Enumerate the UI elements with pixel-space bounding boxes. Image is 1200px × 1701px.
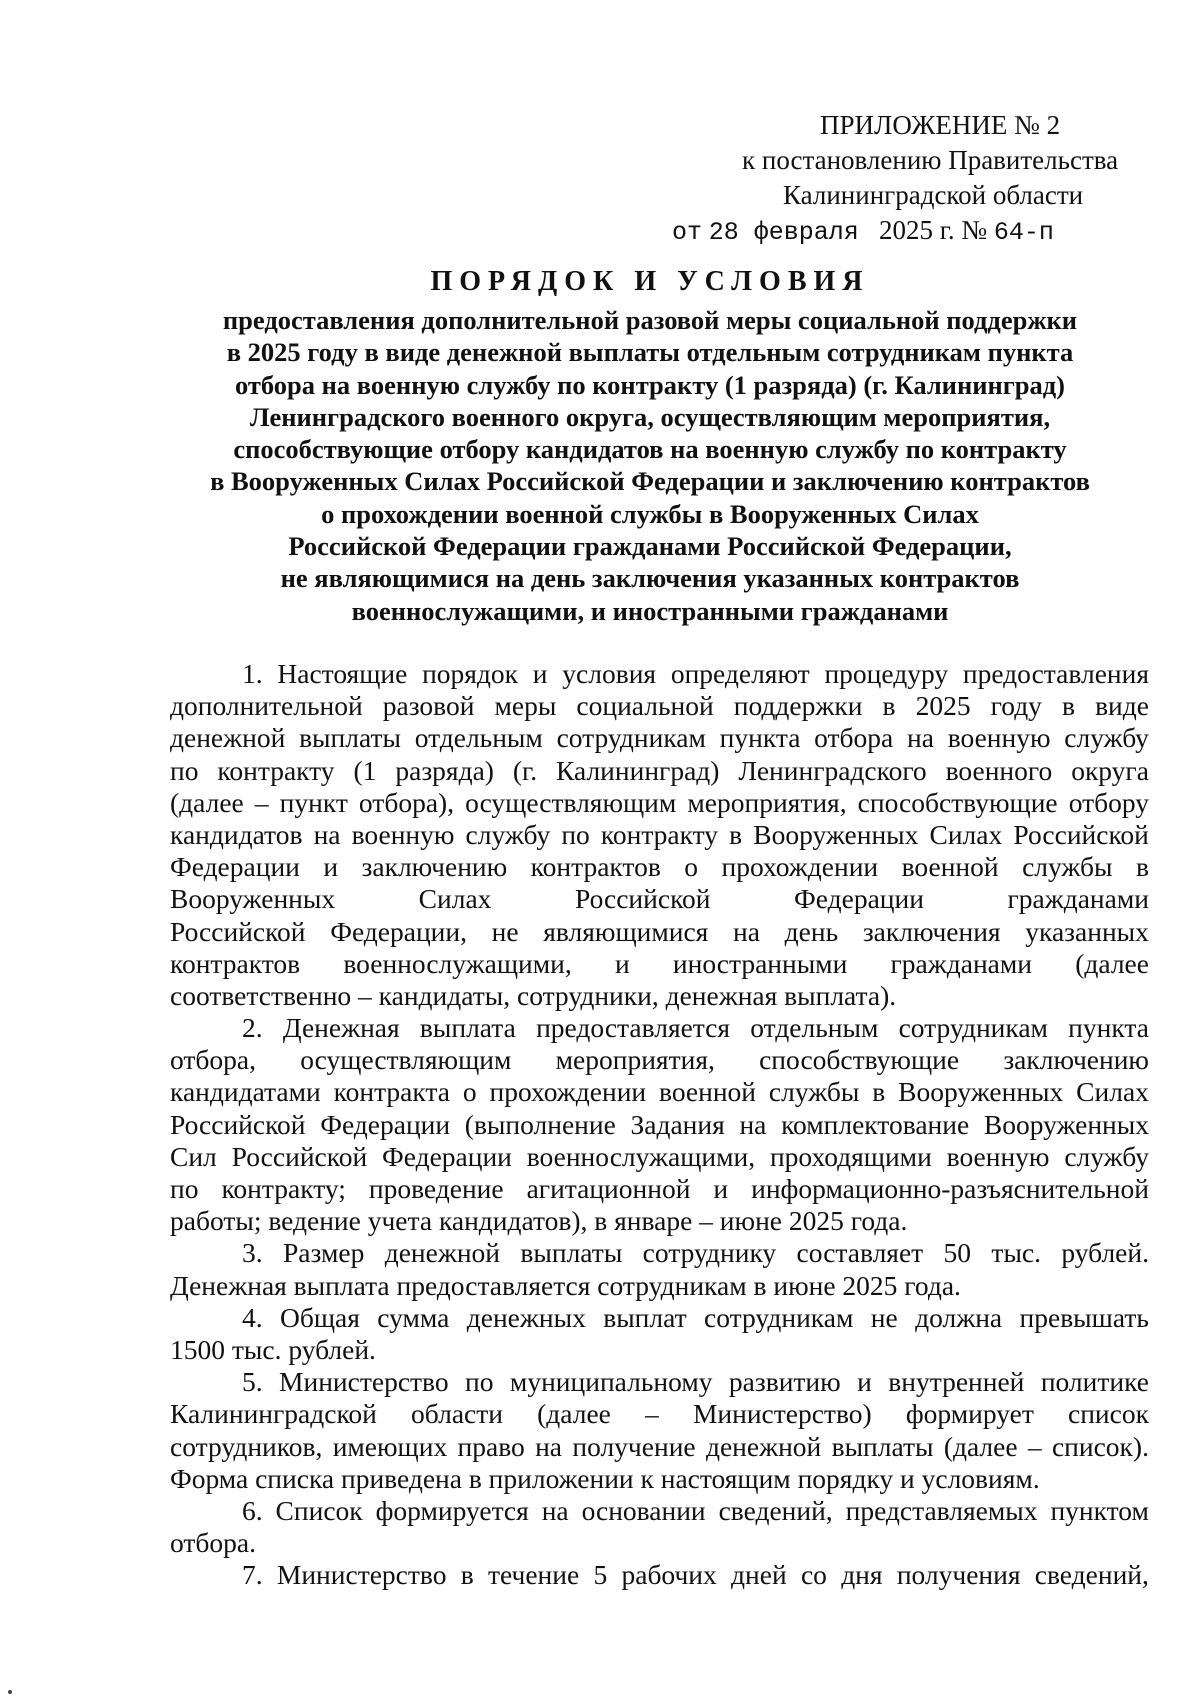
body-word: формирует <box>905 1398 1034 1430</box>
body-word: сотруднику <box>642 1237 777 1269</box>
body-word: выплаты <box>520 1237 623 1269</box>
body-word: в <box>1136 851 1149 883</box>
body-word: денежной <box>705 1430 822 1462</box>
body-word: (далее <box>1075 947 1149 979</box>
body-word: Размер <box>283 1237 365 1269</box>
body-word: порядок <box>422 658 519 689</box>
body-word: пункта <box>1068 1012 1149 1044</box>
body-word: Российской <box>574 883 711 915</box>
body-word: военную <box>947 722 1051 754</box>
body-word: со <box>800 1559 827 1591</box>
body-word: области <box>411 1398 503 1430</box>
body-line: 1500 тыс. рублей. <box>170 1333 376 1365</box>
body-word: муниципальному <box>509 1366 713 1398</box>
body-word: Денежная <box>282 1012 400 1044</box>
body-word: на <box>733 915 760 947</box>
body-word: (1 <box>353 754 377 786</box>
body-word: условия <box>562 658 657 689</box>
body-word: заключению <box>1003 1044 1149 1076</box>
appendix-number: ПРИЛОЖЕНИЕ № 2 <box>820 110 1061 140</box>
subtitle-line: военнослужащими, и иностранными гражданами <box>351 595 949 626</box>
body-word: Силах <box>929 818 1003 850</box>
body-word: отдельным <box>414 722 543 754</box>
body-line <box>170 1398 1149 1430</box>
body-line <box>170 722 1149 754</box>
body-word: Министерство) <box>692 1398 872 1430</box>
body-word: – <box>254 786 269 818</box>
body-word: 4. <box>242 1301 263 1333</box>
body-word: в <box>872 1076 886 1108</box>
body-line <box>170 658 1149 690</box>
body-word: военную <box>946 1140 1050 1172</box>
body-word: предоставляется <box>536 1012 731 1044</box>
body-word: контракту <box>600 818 719 850</box>
body-word: по <box>170 1173 199 1204</box>
body-word: Калининградской <box>170 1398 377 1430</box>
body-word: Министерство <box>279 1366 449 1398</box>
body-word: службу <box>465 818 551 850</box>
body-word: в <box>1062 690 1075 722</box>
body-word: контракту; <box>221 1173 346 1204</box>
body-word: представляемых <box>845 1494 1038 1526</box>
body-word: заключения <box>862 915 1001 947</box>
body-word: получение <box>572 1430 696 1462</box>
scan-speck <box>8 1690 12 1694</box>
body-word: Федерации <box>794 883 924 915</box>
body-line <box>170 1366 1149 1398</box>
body-word: должна <box>915 1301 1003 1333</box>
body-word: разряда) <box>395 754 494 786</box>
body-word: социальной <box>576 690 714 722</box>
body-line <box>170 883 1149 915</box>
body-word: и <box>713 1173 729 1204</box>
body-line <box>170 1495 1149 1527</box>
body-word: военной <box>659 1076 757 1108</box>
body-word: не <box>870 1301 898 1333</box>
body-word: контрактов <box>170 947 301 979</box>
body-word: Ленинградского <box>738 754 927 786</box>
body-word: – <box>1027 1430 1042 1462</box>
body-line <box>170 1012 1149 1044</box>
body-word: комплектование <box>781 1108 970 1140</box>
body-word: иностранными <box>672 947 848 979</box>
body-word: 7. <box>242 1559 263 1591</box>
body-word: Федерации <box>320 1108 451 1140</box>
body-word: кандидатов <box>170 818 303 850</box>
body-word: по <box>465 1366 494 1398</box>
body-word: в <box>882 690 896 722</box>
body-word: в <box>460 1559 474 1591</box>
body-word: мероприятия, <box>555 1044 715 1076</box>
body-word: (г. <box>512 754 538 786</box>
body-word: 6. <box>242 1494 263 1526</box>
body-word: отбора <box>814 722 894 754</box>
body-word: осуществляющим <box>300 1044 512 1076</box>
body-line <box>170 1173 1149 1205</box>
body-line: отбора. <box>170 1527 256 1559</box>
body-word: округа <box>1071 754 1149 786</box>
body-word: способствующие <box>759 1044 960 1076</box>
subtitle-line: отбора на военную службу по контракту (1 разряда) (г. Калининград) <box>234 369 1066 400</box>
body-word: отбору <box>1068 786 1149 818</box>
body-word: гражданами <box>890 947 1033 979</box>
body-word: являющимися <box>543 915 709 947</box>
body-word: Сил <box>170 1140 217 1172</box>
body-word: указанных <box>1025 915 1149 947</box>
body-word: определяют <box>670 658 810 689</box>
date-value: 28 февраля <box>708 218 859 247</box>
body-word: по <box>561 818 590 850</box>
body-word: дня <box>841 1559 883 1591</box>
body-word: службы <box>1022 851 1113 883</box>
body-word: Министерство <box>276 1559 447 1591</box>
body-word: на <box>541 1494 569 1526</box>
body-word: на <box>907 722 934 754</box>
body-word: информационно-разъяснительной <box>751 1173 1149 1204</box>
body-word: контракта <box>333 1076 450 1108</box>
resolution-number: 64-п <box>993 218 1054 247</box>
body-word: выплаты <box>299 722 401 754</box>
body-word: способствующие <box>857 786 1058 818</box>
body-word: дней <box>731 1559 787 1591</box>
body-word: контрактов <box>530 851 661 883</box>
body-word: (далее <box>943 1430 1018 1462</box>
body-word: 1. <box>242 658 263 689</box>
body-word: превышать <box>1019 1301 1149 1333</box>
body-word: меры <box>494 690 557 722</box>
body-word: военного <box>945 754 1053 786</box>
body-word: Федерации <box>170 851 300 883</box>
body-line <box>170 1237 1149 1269</box>
body-word: сумма <box>377 1301 450 1333</box>
body-word: (выполнение <box>464 1108 616 1140</box>
body-line <box>170 1141 1149 1173</box>
body-line: работы; ведение учета кандидатов), в январе – июне 2025 года. <box>170 1205 908 1237</box>
body-word: составляет <box>796 1237 924 1269</box>
body-word: право <box>457 1430 525 1462</box>
body-word: военной <box>901 851 999 883</box>
subtitle-line: предоставления дополнительной разовой меры социальной поддержки <box>222 305 1078 335</box>
body-word: пункта <box>719 722 801 754</box>
body-word: Настоящие <box>277 658 408 689</box>
body-word: основании <box>581 1494 706 1526</box>
body-word: сотрудников, <box>170 1430 323 1462</box>
body-line: соответственно – кандидаты, сотрудники, денежная выплата). <box>170 979 897 1011</box>
body-line <box>170 755 1149 787</box>
body-word: дополнительной <box>170 690 363 722</box>
body-word: (далее <box>170 786 244 818</box>
document-subtitle <box>150 304 1150 627</box>
body-word: виде <box>1095 690 1149 722</box>
document-body <box>170 658 1149 1591</box>
body-word: список <box>1068 1398 1149 1430</box>
body-word: политике <box>1040 1366 1149 1398</box>
body-word: 3. <box>242 1237 263 1269</box>
body-word: службу <box>1064 1140 1149 1172</box>
subtitle-line: в 2025 году в виде денежной выплаты отдельным сотрудникам пункта <box>226 337 1074 368</box>
appendix-date-line <box>660 213 1140 250</box>
body-word: агитационной <box>526 1173 691 1204</box>
body-word: денежной <box>384 1237 501 1269</box>
body-line <box>170 1109 1149 1141</box>
subtitle-line: в Вооруженных Силах Российской Федерации и заключению контрактов <box>210 466 1090 497</box>
body-line <box>170 1302 1149 1334</box>
body-word: на <box>313 818 341 850</box>
year-label: 2025 г. № <box>879 215 988 245</box>
body-word: Калининград) <box>556 754 720 786</box>
body-word: году <box>990 690 1042 722</box>
body-line <box>170 1431 1149 1463</box>
body-word: Общая <box>280 1301 360 1333</box>
body-word: и <box>857 1366 872 1398</box>
body-word: Федерации <box>382 1140 512 1172</box>
body-word: сотрудникам <box>704 1301 854 1333</box>
body-word: Федерации, <box>330 915 467 947</box>
body-word: не <box>491 915 519 947</box>
body-word: денежной <box>170 722 286 754</box>
body-word: получения <box>896 1559 1021 1591</box>
body-word: выплаты <box>831 1430 934 1462</box>
body-word: рублей. <box>1061 1237 1149 1269</box>
body-word: имеющих <box>332 1430 448 1462</box>
body-word: службу <box>1064 722 1149 754</box>
body-word: пунктом <box>1050 1494 1149 1526</box>
body-word: военнослужащими, <box>343 947 572 979</box>
body-word: Список <box>275 1494 363 1526</box>
appendix-reference: к постановлению Правительства <box>742 145 1119 175</box>
body-word: контракту <box>217 754 335 786</box>
body-line <box>170 851 1149 883</box>
body-word: 50 <box>943 1237 972 1269</box>
body-word: военную <box>351 818 455 850</box>
body-word: осуществляющим <box>465 786 677 818</box>
body-word: и <box>614 947 630 979</box>
body-line <box>170 916 1149 948</box>
body-word: кандидатами <box>170 1076 321 1108</box>
body-word: течение <box>487 1559 580 1591</box>
body-word: Силах <box>1076 1076 1149 1108</box>
body-word: Вооруженных <box>983 1108 1149 1140</box>
body-line <box>170 1044 1149 1076</box>
body-word: Вооруженных <box>898 1076 1064 1108</box>
body-word: прохождении <box>489 1076 647 1108</box>
body-word: поддержки <box>733 690 863 722</box>
body-word: Российской <box>170 915 306 947</box>
body-word: пункт <box>279 786 348 818</box>
body-word: службы <box>768 1076 860 1108</box>
body-line: Форма списка приведена в приложении к настоящим порядку и условиям. <box>170 1462 1040 1494</box>
body-word: выплат <box>603 1301 687 1333</box>
body-word: список). <box>1051 1430 1149 1462</box>
body-line: Денежная выплата предоставляется сотрудникам в июне 2025 года. <box>170 1269 961 1301</box>
body-word: тыс. <box>991 1237 1041 1269</box>
body-line <box>170 819 1149 851</box>
body-line <box>170 690 1149 722</box>
body-word: на <box>739 1108 767 1140</box>
body-line <box>170 1559 1149 1591</box>
body-word: 2. <box>242 1012 263 1044</box>
body-word: внутренней <box>888 1366 1025 1398</box>
document-title: ПОРЯДОК И УСЛОВИЯ <box>430 266 870 297</box>
body-word: по <box>170 754 199 786</box>
body-word: отдельным <box>750 1012 879 1044</box>
subtitle-line: Российской Федерации гражданами Российской Федерации, <box>288 531 1012 562</box>
body-word: и <box>323 851 339 883</box>
body-word: Вооруженных <box>170 883 336 915</box>
body-word: мероприятия, <box>687 786 847 818</box>
body-word: выплата <box>419 1012 516 1044</box>
date-prefix: от <box>672 218 703 247</box>
body-word: Российской <box>231 1140 368 1172</box>
body-word: Российской <box>1013 818 1149 850</box>
body-word: прохождении <box>721 851 879 883</box>
body-word: Задания <box>630 1108 725 1140</box>
body-word: сотрудникам <box>898 1012 1048 1044</box>
body-word: сведений, <box>718 1494 833 1526</box>
body-word: отбора, <box>170 1044 256 1076</box>
subtitle-line: о прохождении военной службы в Вооруженных Силах <box>321 498 979 529</box>
body-word: гражданами <box>1007 883 1149 915</box>
body-word: – <box>645 1398 659 1430</box>
body-word: день <box>784 915 839 947</box>
body-line <box>170 787 1149 819</box>
body-word: и <box>532 658 548 689</box>
body-line <box>170 948 1149 980</box>
body-word: рабочих <box>621 1559 717 1591</box>
body-word: проходящими <box>769 1140 932 1172</box>
body-word: сотрудникам <box>556 722 706 754</box>
body-word: о <box>684 851 699 883</box>
body-word: Российской <box>170 1108 306 1140</box>
body-word: заключению <box>361 851 508 883</box>
body-word: (далее <box>537 1398 611 1430</box>
body-word: проведение <box>368 1173 504 1204</box>
body-word: разовой <box>382 690 475 722</box>
subtitle-line: Ленинградского военного округа, осуществляющим мероприятия, <box>249 401 1051 432</box>
body-line <box>170 1076 1149 1108</box>
appendix-header <box>660 108 1140 250</box>
body-word: развитию <box>728 1366 841 1398</box>
subtitle-line: не являющимися на день заключения указанных контрактов <box>280 563 1020 594</box>
body-word: сведений, <box>1034 1559 1149 1591</box>
body-word: денежных <box>466 1301 586 1333</box>
body-word: Вооруженных <box>753 818 919 850</box>
appendix-region: Калининградской области <box>783 180 1084 210</box>
body-word: 5 <box>593 1559 608 1591</box>
body-word: на <box>535 1430 563 1462</box>
body-word: в <box>729 818 743 850</box>
subtitle-line: способствующие отбору кандидатов на военную службу по контракту <box>233 434 1067 465</box>
body-word: формируется <box>375 1494 529 1526</box>
body-word: о <box>462 1076 477 1108</box>
body-word: отбора), <box>358 786 455 818</box>
body-word: процедуру <box>824 658 949 689</box>
body-word: Силах <box>418 883 492 915</box>
body-word: 5. <box>242 1366 263 1398</box>
body-word: предоставления <box>962 658 1149 689</box>
body-word: 2025 <box>915 690 971 722</box>
body-word: военнослужащими, <box>526 1140 756 1172</box>
